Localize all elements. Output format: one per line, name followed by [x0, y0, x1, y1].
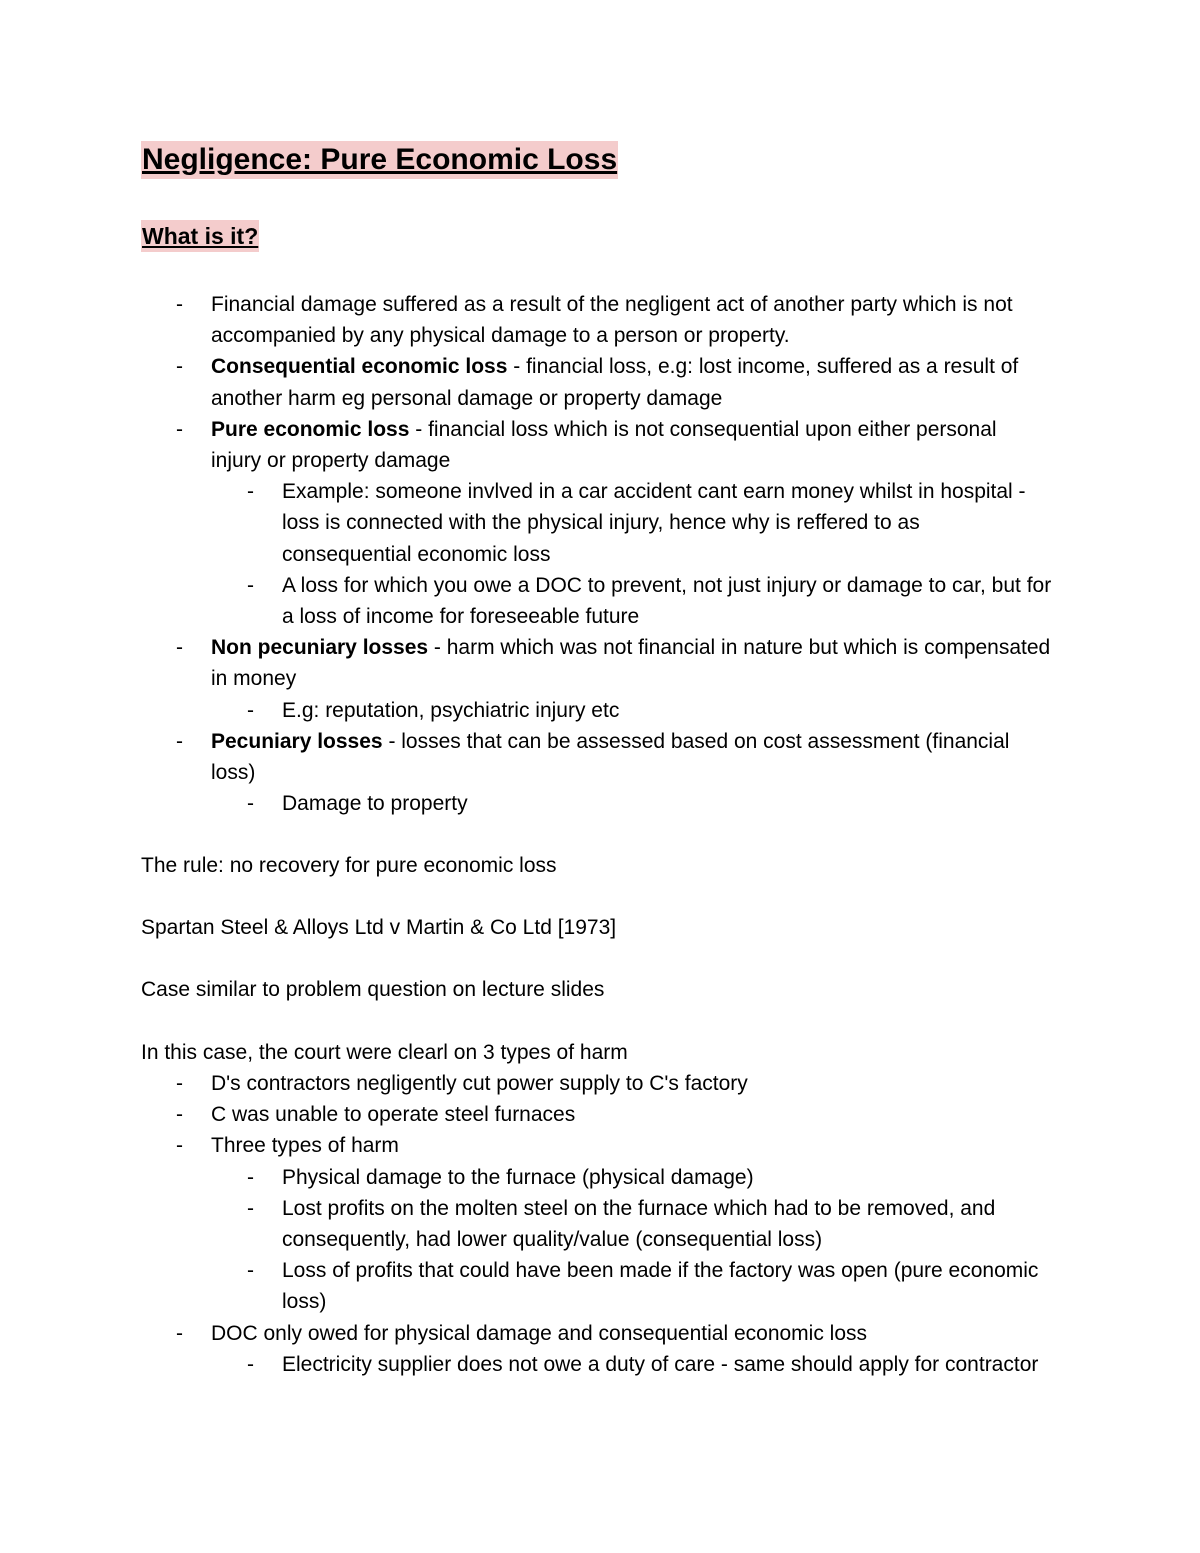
- bullet-dash: -: [247, 792, 254, 816]
- list-item: [0, 1099, 1051, 1130]
- item-text: Lost profits on the molten steel on the furnace which had to be removed, and consequently, had lower quality/value (consequential loss): [282, 1196, 996, 1252]
- list-item: [0, 695, 1052, 726]
- bullet-dash: -: [247, 1196, 254, 1220]
- item-text: C was unable to operate steel furnaces: [211, 1103, 576, 1127]
- section-heading: What is it?: [141, 220, 259, 252]
- list-item: [0, 289, 1051, 351]
- list-item: [0, 1193, 1052, 1255]
- item-text: Example: someone invlved in a car accident cant earn money whilst in hospital - loss is connected with the physical injury, hence why is reffered to as consequential economic loss: [282, 480, 1026, 566]
- bullet-dash: -: [176, 417, 183, 441]
- list-item: [0, 351, 1051, 413]
- list-item: [0, 788, 1052, 819]
- item-text: E.g: reputation, psychiatric injury etc: [282, 698, 620, 722]
- bullet-dash: -: [176, 1103, 183, 1127]
- list-item: [0, 414, 1051, 476]
- bullet-dash: -: [176, 1321, 183, 1345]
- item-text: - harm which was not financial in nature but which is compensated in money: [211, 636, 1051, 691]
- bullet-dash: -: [176, 1072, 183, 1095]
- bullet-dash: -: [176, 1134, 183, 1158]
- list-item: [0, 1255, 1052, 1317]
- list-item: [0, 1349, 1052, 1380]
- bullet-dash: -: [176, 293, 183, 316]
- item-text: Three types of harm: [211, 1134, 399, 1158]
- list-item: [0, 476, 1052, 570]
- case-name: Spartan Steel & Alloys Ltd v Martin & Co Ltd [1973]: [141, 916, 617, 939]
- list-item: [0, 1130, 1051, 1161]
- list-item: [0, 1162, 1052, 1193]
- bullet-dash: -: [247, 1352, 254, 1376]
- item-text: Financial damage suffered as a result of the negligent act of another party which is not accompanied by any physical damage to a person or property.: [211, 293, 1013, 348]
- item-text: Physical damage to the furnace (physical damage): [282, 1165, 754, 1189]
- rule-statement: The rule: no recovery for pure economic loss: [141, 854, 557, 877]
- bullet-dash: -: [247, 698, 254, 722]
- list-item: [0, 632, 1051, 694]
- bullet-dash: -: [176, 355, 183, 379]
- item-term: Non pecuniary losses: [211, 636, 429, 660]
- item-text: - losses that can be assessed based on cost assessment (financial loss): [211, 729, 1010, 785]
- bullet-dash: -: [247, 480, 254, 504]
- item-text: - financial loss, e.g: lost income, suffered as a result of another harm eg personal damage or property damage: [211, 355, 1019, 410]
- item-term: Pecuniary losses: [211, 729, 383, 753]
- case-intro: In this case, the court were clearl on 3 types of harm: [141, 1041, 628, 1064]
- bullet-dash: -: [247, 573, 254, 597]
- item-text: Loss of profits that could have been made if the factory was open (pure economic loss): [282, 1259, 1039, 1314]
- item-term: Consequential economic loss: [211, 355, 508, 379]
- case-note: Case similar to problem question on lecture slides: [141, 978, 605, 1001]
- list-item: [0, 1318, 1051, 1349]
- item-text: D's contractors negligently cut power supply to C's factory: [211, 1072, 748, 1095]
- bullet-dash: -: [176, 729, 183, 753]
- item-term: Pure economic loss: [211, 417, 410, 441]
- item-text: Electricity supplier does not owe a duty of care - same should apply for contractor: [282, 1352, 1039, 1376]
- item-text: DOC only owed for physical damage and consequential economic loss: [211, 1321, 868, 1345]
- bullet-dash: -: [176, 636, 183, 660]
- list-item: [0, 726, 1051, 788]
- list-item: [0, 570, 1052, 632]
- list-item: [0, 1068, 1051, 1099]
- item-text: - financial loss which is not consequential upon either personal injury or property damage: [211, 417, 997, 473]
- definitions-list: [0, 289, 1200, 819]
- bullet-dash: -: [247, 1165, 254, 1189]
- item-text: A loss for which you owe a DOC to prevent, not just injury or damage to car, but for a loss of income for foreseeable future: [282, 573, 1052, 629]
- case-points-list: [0, 1068, 1200, 1380]
- item-text: Damage to property: [282, 792, 468, 816]
- bullet-dash: -: [247, 1259, 254, 1283]
- document-title: Negligence: Pure Economic Loss: [141, 141, 618, 179]
